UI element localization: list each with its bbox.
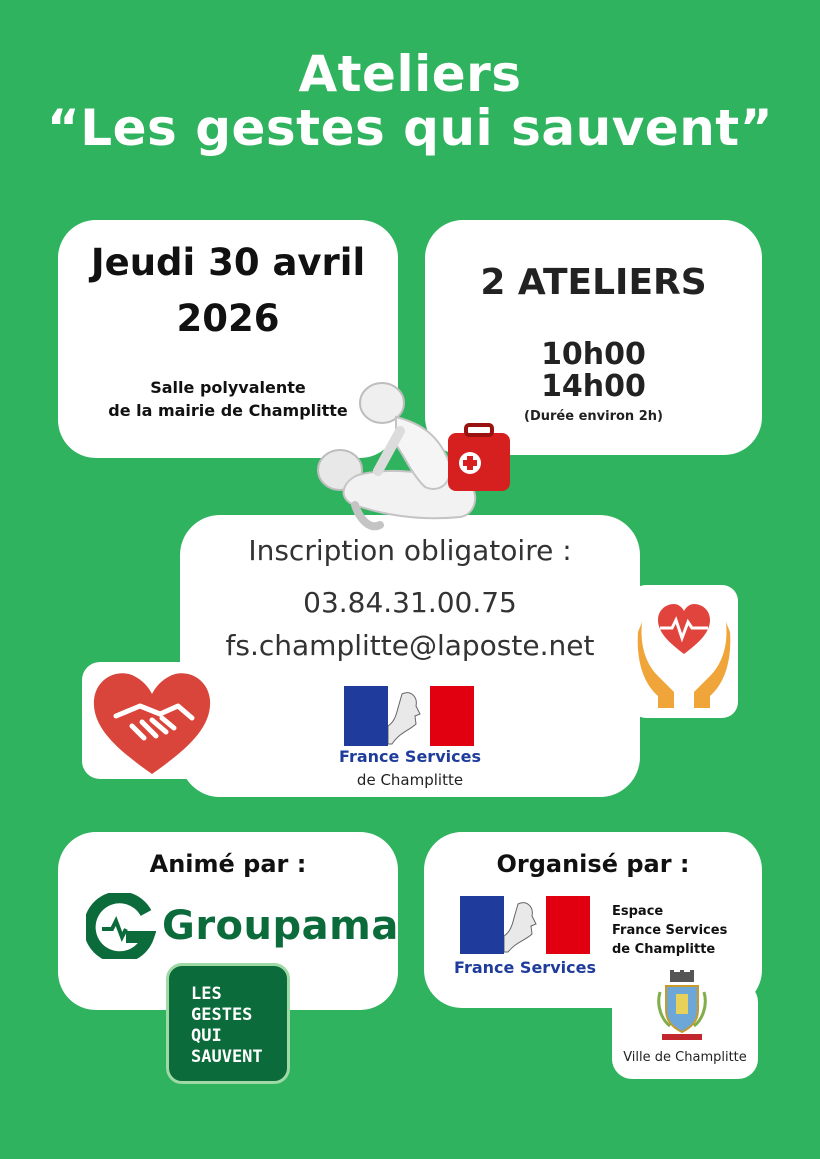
organise-label: Organisé par :	[496, 850, 690, 878]
les-gestes-badge	[166, 963, 290, 1084]
place-line-2: de la mairie de Champlitte	[108, 401, 348, 420]
organise-line-2: France Services	[612, 923, 728, 938]
hands-heart-icon	[634, 592, 734, 712]
france-services-flag-icon-2	[460, 896, 590, 954]
organise-line-1: Espace	[612, 904, 664, 919]
time-2: 14h00	[541, 369, 646, 404]
place-line-1: Salle polyvalente	[150, 378, 306, 397]
france-services-logo-text: France Services	[339, 747, 481, 766]
title-line-1: Ateliers	[298, 45, 522, 103]
organise-line-3: de Champlitte	[612, 942, 716, 957]
france-services-flag-icon	[344, 686, 474, 746]
handshake-heart-icon	[88, 666, 216, 778]
date-line-2: 2026	[176, 297, 280, 340]
duration: (Durée environ 2h)	[524, 409, 663, 424]
champlitte-coat-of-arms-icon	[656, 970, 708, 1044]
badge-line-1: LES	[191, 984, 222, 1004]
inscription-email: fs.champlitte@laposte.net	[225, 629, 595, 662]
france-services-logo-sub: de Champlitte	[356, 771, 464, 789]
badge-line-3: QUI	[191, 1026, 222, 1046]
organise-logo-text: France Services	[454, 958, 596, 977]
badge-line-2: GESTES	[191, 1005, 253, 1025]
inscription-label: Inscription obligatoire :	[248, 534, 572, 567]
organise-text	[612, 902, 727, 959]
time-1: 10h00	[541, 337, 646, 372]
date-line-1: Jeudi 30 avril	[90, 241, 366, 284]
cpr-illustration-icon	[300, 375, 520, 535]
ville-label: Ville de Champlitte	[623, 1050, 747, 1065]
badge-line-4: SAUVENT	[191, 1047, 263, 1067]
inscription-phone: 03.84.31.00.75	[303, 586, 517, 619]
anime-label: Animé par :	[149, 850, 307, 878]
groupama-brand: Groupama	[162, 903, 399, 949]
title-line-2: “Les gestes qui sauvent”	[46, 99, 774, 157]
groupama-logo-icon	[86, 893, 156, 959]
ateliers-heading: 2 ATELIERS	[480, 262, 707, 303]
